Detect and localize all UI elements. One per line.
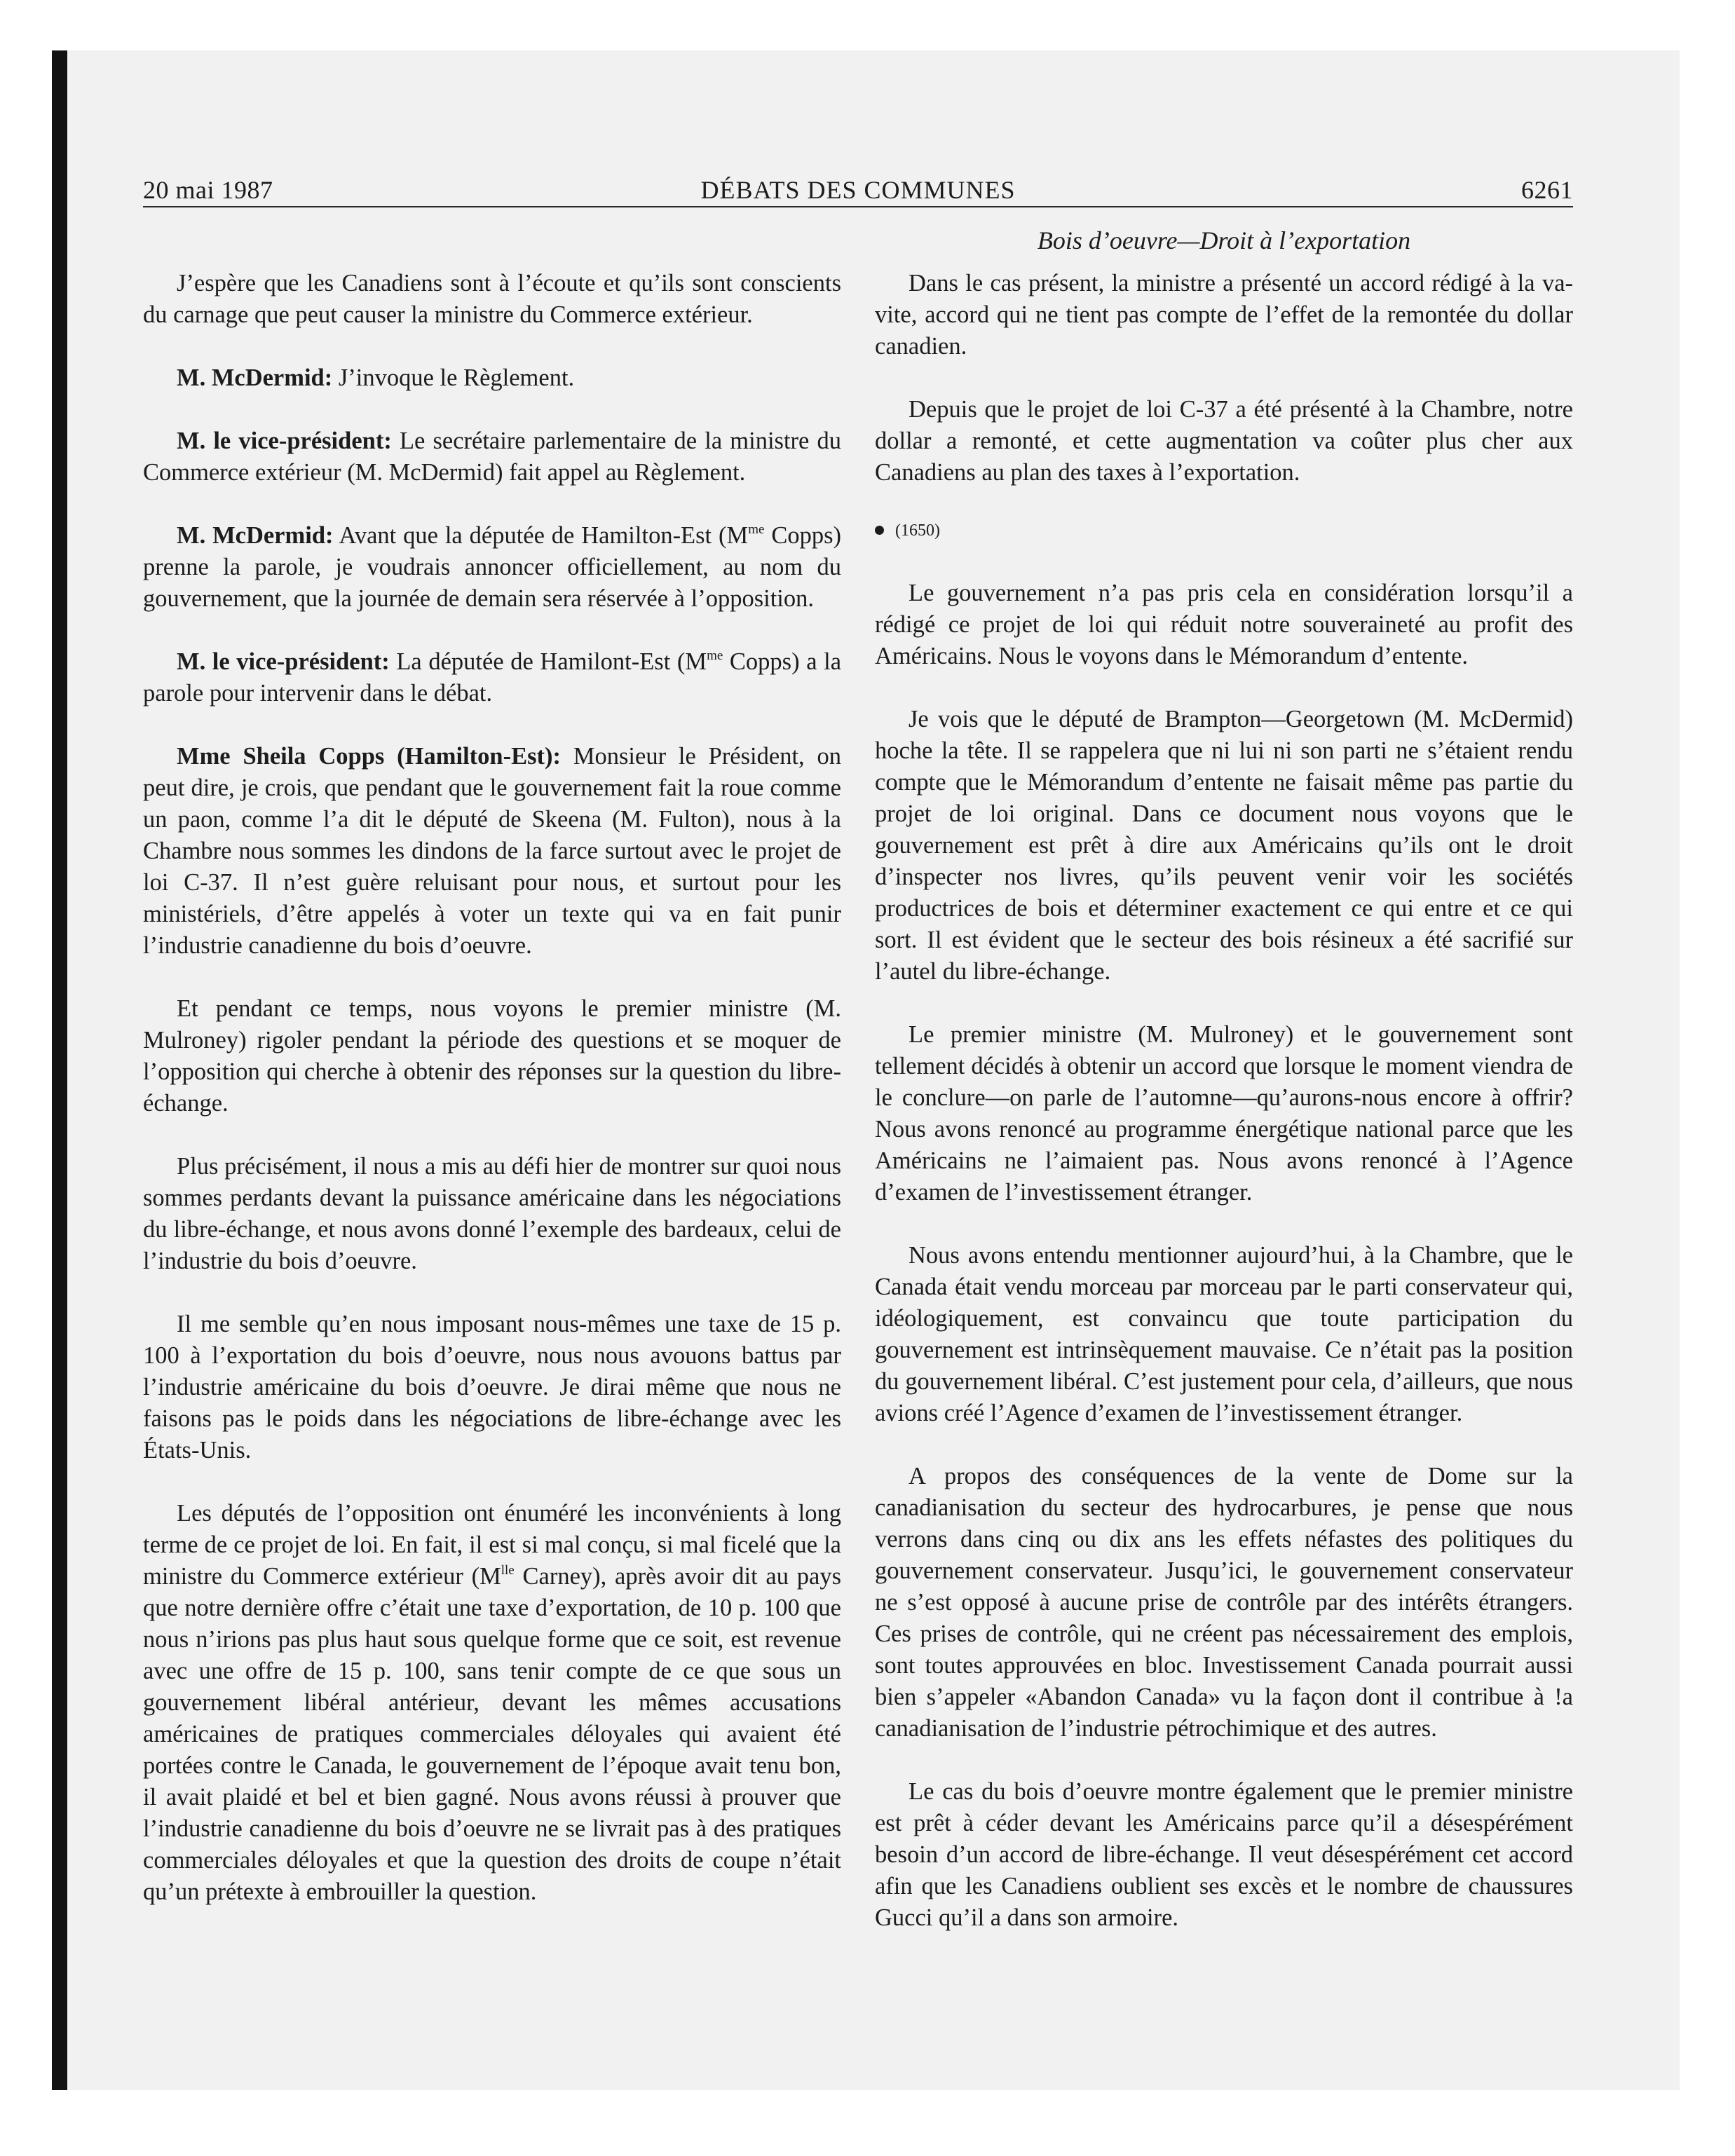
speech-text: Le secrétaire parlementaire de la ministre du Commerce extérieur (M. McDermid) fait appel au Règlement.: [143, 428, 841, 486]
page-number: 6261: [1521, 176, 1573, 204]
paragraph: [143, 520, 841, 615]
paragraph: Dans le cas présent, la ministre a présenté un accord rédigé à la va-vite, accord qui ne tient pas compte de l’effet de la remontée du dollar canadien.: [875, 270, 1573, 360]
time-marker-text: (1650): [895, 521, 940, 540]
paragraph: Le cas du bois d’oeuvre montre également que le premier ministre est prêt à céder devant les Américains parce qu’il a désespérément besoin d’un accord de libre-échange. Il veut désespérément cet accord afin que les Canadiens oublient ses excès et le nombre de chaussures Gucci qu’il a dans son armoire.: [875, 1778, 1573, 1931]
speech-text: J’invoque le Règlement.: [332, 364, 575, 391]
paragraph: [143, 1498, 841, 1908]
speech-text: La députée de Hamilont-Est (M: [389, 648, 707, 675]
header-rule: [143, 206, 1573, 207]
speaker-name: M. McDermid:: [177, 364, 333, 391]
superscript: me: [748, 522, 765, 537]
speaker-name: M. le vice-président:: [177, 428, 392, 454]
superscript: me: [707, 648, 723, 663]
paragraph: Nous avons entendu mentionner aujourd’hui, à la Chambre, que le Canada était vendu morceau par morceau par le parti conservateur qui, idéologiquement, est convaincu que toute participation du gouvernement est intrinsèquement mauvaise. Ce n’était pas la position du gouvernement libéral. C’est justement pour cela, d’ailleurs, que nous avions créé l’Agence d’examen de l’investissement étranger.: [875, 1242, 1573, 1426]
speaker-name: M. le vice-président:: [177, 648, 390, 675]
paragraph: [143, 741, 841, 962]
time-marker: [875, 520, 1573, 541]
paragraph: J’espère que les Canadiens sont à l’écoute et qu’ils sont conscients du carnage que peut causer la ministre du Commerce extérieur.: [143, 270, 841, 328]
bullet-icon: [875, 526, 884, 535]
header-title: DÉBATS DES COMMUNES: [700, 176, 1016, 204]
scan-edge-bar: [52, 50, 67, 2090]
subject-heading: Bois d’oeuvre—Droit à l’exportation: [1037, 226, 1411, 254]
superscript: lle: [501, 1563, 515, 1578]
paragraph: Et pendant ce temps, nous voyons le premier ministre (M. Mulroney) rigoler pendant la période des questions et se moquer de l’opposition qui cherche à obtenir des réponses sur la question du libre-échange.: [143, 995, 841, 1117]
paragraph: [143, 425, 841, 489]
speaker-name: M. McDermid:: [177, 522, 334, 549]
speech-text: Copps) prenne la parole, je voudrais annoncer officiellement, au nom du gouvernement, que la journée de demain sera réservée à l’opposition.: [143, 522, 841, 612]
speech-text: Monsieur le Président, on peut dire, je crois, que pendant que le gouvernement fait la roue comme un paon, comme l’a dit le député de Skeena (M. Fulton), nous à la Chambre nous sommes les dindons de la farce surtout avec le projet de loi C-37. Il n’est guère reluisant pour nous, et surtout pour les ministériels, d’être appelés à voter un texte qui va en fait punir l’industrie canadienne du bois d’oeuvre.: [143, 743, 841, 959]
speech-text: Les députés de l’opposition ont énuméré les inconvénients à long terme de ce projet de loi. En fait, il est si mal conçu, si mal ficelé que la ministre du Commerce extérieur (M: [143, 1500, 841, 1590]
paragraph: [143, 362, 841, 394]
right-column: [875, 268, 1573, 1965]
paragraph: Il me semble qu’en nous imposant nous-mêmes une taxe de 15 p. 100 à l’exportation du bois d’oeuvre, nous nous avouons battus par l’industrie américaine du bois d’oeuvre. Je dirai même que nous ne faisons pas le poids dans les négociations de libre-échange avec les États-Unis.: [143, 1311, 841, 1464]
left-column: [143, 268, 841, 1939]
speech-text: Copps) a la parole pour intervenir dans le débat.: [143, 648, 842, 707]
paragraph: Le premier ministre (M. Mulroney) et le gouvernement sont tellement décidés à obtenir un accord que lorsque le moment viendra de le conclure—on parle de l’automne—qu’aurons-nous encore à offrir? Nous avons renoncé au programme énergétique national parce que les Américains ne l’aimaient pas. Nous avons renoncé à l’Agence d’examen de l’investissement étranger.: [875, 1021, 1573, 1206]
speech-text: Carney), après avoir dit au pays que notre dernière offre c’était une taxe d’exportation, de 10 p. 100 que nous n’irions pas plus haut sous quelque forme que ce soit, est revenue avec une offre de 15 p. 100, sans tenir compte de ce que sous un gouvernement libéral antérieur, devant les mêmes accusations américaines de pratiques commerciales déloyales qui avaient été portées contre le Canada, le gouvernement de l’époque avait tenu bon, il avait plaidé et bel et bien gagné. Nous avons réussi à prouver que l’industrie canadienne du bois d’oeuvre ne se livrait pas à des pratiques commerciales déloyales et que la question des droits de coupe n’était qu’un prétexte à embrouiller la question.: [143, 1563, 841, 1905]
paragraph: Plus précisément, il nous a mis au défi hier de montrer sur quoi nous sommes perdants devant la puissance américaine dans les négociations du libre-échange, et nous avons donné l’exemple des bardeaux, celui de l’industrie du bois d’oeuvre.: [143, 1153, 841, 1274]
paragraph: A propos des conséquences de la vente de Dome sur la canadianisation du secteur des hydrocarbures, je pense que nous verrons dans cinq ou dix ans les effets néfastes des politiques du gouvernement conservateur. Jusqu’ici, le gouvernement conservateur ne s’est opposé à aucune prise de contrôle par des intérêts étrangers. Ces prises de contrôle, qui ne créent pas nécessairement des emplois, sont toutes approuvées en bloc. Investissement Canada pourrait aussi bien s’appeler «Abandon Canada» vu la façon dont il contribue à !a canadianisation de l’industrie pétrochimique et des autres.: [875, 1463, 1573, 1742]
running-header: [143, 175, 1573, 210]
paragraph: Depuis que le projet de loi C-37 a été présenté à la Chambre, notre dollar a remonté, et cette augmentation va coûter plus cher aux Canadiens au plan des taxes à l’exportation.: [875, 396, 1573, 486]
header-date: 20 mai 1987: [143, 176, 273, 204]
paragraph: Le gouvernement n’a pas pris cela en considération lorsqu’il a rédigé ce projet de loi qui réduit notre souveraineté au profit des Américains. Nous le voyons dans le Mémorandum d’entente.: [875, 580, 1573, 669]
speech-text: Avant que la députée de Hamilton-Est (M: [333, 522, 749, 549]
speaker-name: Mme Sheila Copps (Hamilton-Est):: [177, 743, 561, 770]
paragraph: Je vois que le député de Brampton—Georgetown (M. McDermid) hoche la tête. Il se rappelera que ni lui ni son parti ne s’étaient rendu compte que le Mémorandum d’entente ne faisait même pas partie du projet de loi original. Dans ce document nous voyons que le gouvernement est prêt à dire aux Américains qu’ils ont le droit d’inspecter nos livres, qu’ils peuvent venir voir les sociétés productrices de bois et déterminer exactement ce qui entre et ce qui sort. Il est évident que le secteur des bois résineux a été sacrifié sur l’autel du libre-échange.: [875, 706, 1573, 985]
paragraph: [143, 646, 841, 709]
